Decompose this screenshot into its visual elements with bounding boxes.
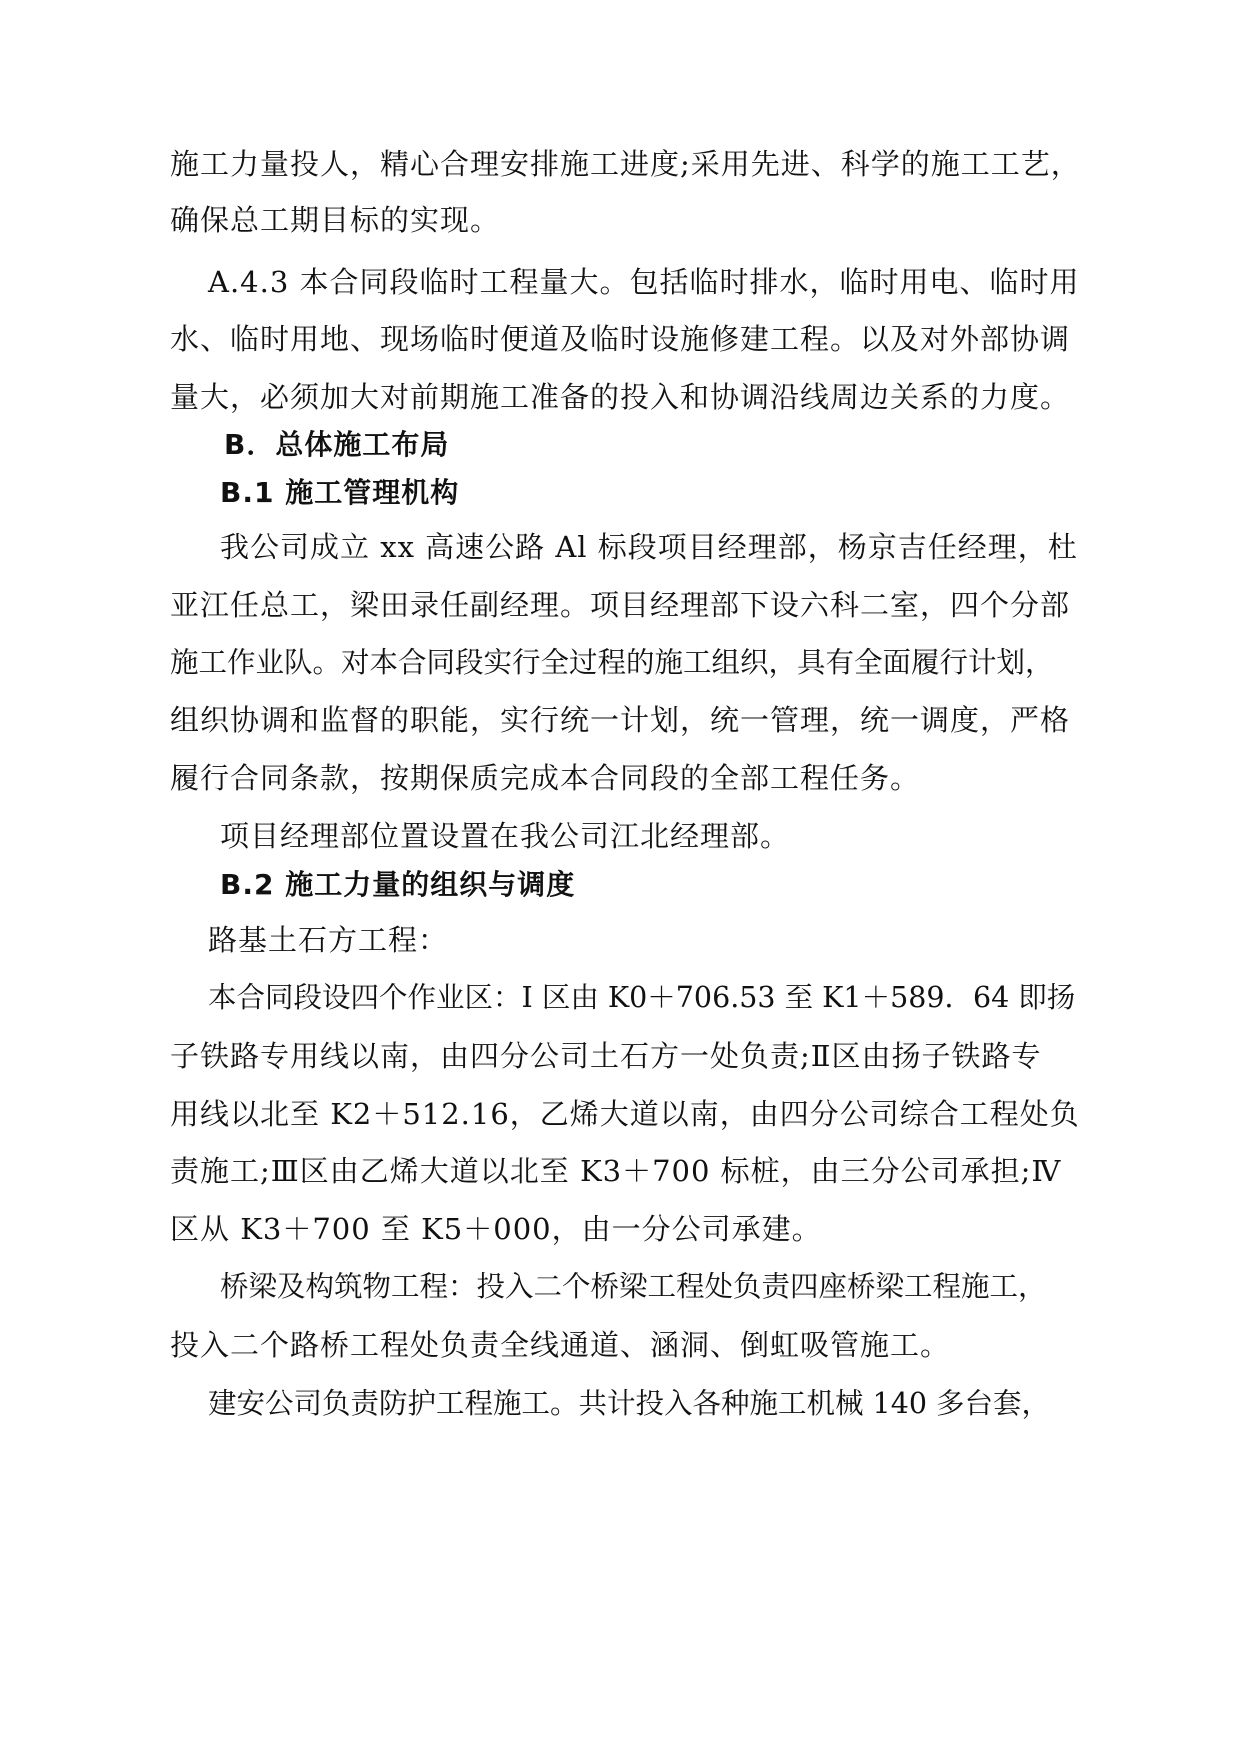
paragraph-7-line-1: 桥梁及构筑物工程：投入二个桥梁工程处负责四座桥梁工程施工， xyxy=(220,1270,1047,1303)
paragraph-6-line-2: 子铁路专用线以南，由四分公司土石方一处负责;Ⅱ区由扬子铁路专 xyxy=(170,1039,1042,1073)
section-heading-b2: B.2 施工力量的组织与调度 xyxy=(220,868,576,901)
paragraph-6-line-1: 本合同段设四个作业区：I 区由 K0＋706.53 至 K1＋589．64 即扬 xyxy=(208,981,1076,1014)
paragraph-4-line-1: 项目经理部位置设置在我公司江北经理部。 xyxy=(220,819,791,853)
paragraph-5-line-1: 路基土石方工程： xyxy=(208,923,449,957)
paragraph-2-line-1: A.4.3 本合同段临时工程量大。包括临时排水，临时用电、临时用 xyxy=(208,265,1080,299)
paragraph-3-line-4: 组织协调和监督的职能，实行统一计划，统一管理，统一调度，严格 xyxy=(170,703,1071,737)
paragraph-1-line-1: 施工力量投人，精心合理安排施工进度;采用先进、科学的施工工艺， xyxy=(170,147,1081,181)
paragraph-1-line-2: 确保总工期目标的实现。 xyxy=(170,203,501,237)
paragraph-3-line-1: 我公司成立 xx 高速公路 Al 标段项目经理部，杨京吉任经理，杜 xyxy=(220,530,1078,564)
paragraph-2-line-2: 水、临时用地、现场临时便道及临时设施修建工程。以及对外部协调 xyxy=(170,322,1071,356)
paragraph-3-line-5: 履行合同条款，按期保质完成本合同段的全部工程任务。 xyxy=(170,761,921,795)
paragraph-6-line-4: 责施工;Ⅲ区由乙烯大道以北至 K3＋700 标桩，由三分公司承担;Ⅳ xyxy=(170,1154,1062,1188)
paragraph-8-line-1: 建安公司负责防护工程施工。共计投入各种施工机械 140 多台套， xyxy=(208,1387,1051,1420)
paragraph-3-line-3: 施工作业队。对本合同段实行全过程的施工组织，具有全面履行计划， xyxy=(170,646,1054,679)
paragraph-6-line-3: 用线以北至 K2＋512.16，乙烯大道以南，由四分公司综合工程处负 xyxy=(170,1097,1080,1131)
paragraph-6-line-5: 区从 K3＋700 至 K5＋000，由一分公司承建。 xyxy=(170,1212,822,1246)
paragraph-2-line-3: 量大，必须加大对前期施工准备的投入和协调沿线周边关系的力度。 xyxy=(170,380,1071,414)
paragraph-7-line-2: 投入二个路桥工程处负责全线通道、涵洞、倒虹吸管施工。 xyxy=(170,1328,951,1362)
paragraph-3-line-2: 亚江任总工，梁田录任副经理。项目经理部下设六科二室，四个分部 xyxy=(170,588,1071,622)
section-heading-b: B．总体施工布局 xyxy=(224,428,450,461)
section-heading-b1: B.1 施工管理机构 xyxy=(220,476,460,509)
